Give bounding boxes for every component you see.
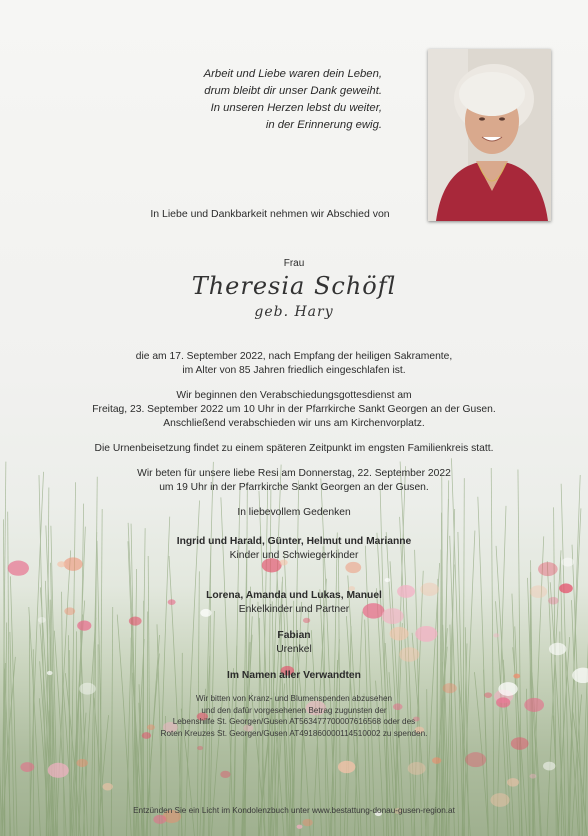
- donation-request: [0, 693, 588, 739]
- mourner-relation: Kinder und Schwiegerkinder: [229, 550, 359, 561]
- text-line: Lebenshilfe St. Georgen/Gusen AT563477700007616568 oder des: [172, 717, 416, 726]
- poem-line: Arbeit und Liebe waren dein Leben,: [203, 68, 382, 80]
- flower-blossom: [220, 771, 230, 778]
- flower-blossom: [408, 762, 426, 775]
- flower-blossom: [102, 783, 113, 791]
- relatives-line: Im Namen aller Verwandten: [227, 670, 361, 681]
- portrait-photo: [428, 49, 551, 221]
- text-line: Anschließend verabschieden wir uns am Kirchenvorplatz.: [163, 418, 425, 429]
- salutation: Frau: [283, 258, 305, 269]
- death-notice: [0, 350, 588, 378]
- poem-line: In unseren Herzen lebst du weiter,: [210, 102, 382, 114]
- mourner-group: [0, 629, 588, 657]
- mourner-names: Lorena, Amanda und Lukas, Manuel: [206, 590, 382, 601]
- flower-blossom: [197, 746, 203, 750]
- flower-blossom: [432, 757, 441, 764]
- condolence-footer: Entzünden Sie ein Licht im Kondolenzbuch unter www.bestattung-donau-gusen-region.at: [133, 806, 455, 815]
- flower-blossom: [48, 763, 69, 778]
- service-info: [0, 389, 588, 431]
- mourner-names: Ingrid und Harald, Günter, Helmut und Marianne: [176, 536, 412, 547]
- flower-blossom: [20, 762, 34, 772]
- flower-blossom: [465, 752, 486, 767]
- flower-blossom: [297, 825, 303, 829]
- poem-line: drum bleibt dir unser Dank geweiht.: [204, 85, 382, 97]
- text-line: die am 17. September 2022, nach Empfang der heiligen Sakramente,: [135, 351, 453, 362]
- flower-blossom: [543, 762, 555, 771]
- text-line: Wir bitten von Kranz- und Blumenspenden abzusehen: [195, 694, 393, 703]
- mourner-group: [0, 589, 588, 617]
- mourner-group: [0, 535, 588, 563]
- flower-blossom: [511, 737, 529, 750]
- prayer-info: [0, 467, 588, 495]
- deceased-name: Theresia Schöfl: [191, 272, 397, 300]
- text-line: um 19 Uhr in der Pfarrkirche Sankt Georgen an der Gusen.: [159, 482, 429, 493]
- poem: [120, 66, 382, 134]
- urn-burial-info: Die Urnenbeisetzung findet zu einem späteren Zeitpunkt im engsten Familienkreis statt.: [94, 443, 494, 454]
- flower-blossom: [76, 759, 87, 767]
- text-line: und den dafür vorgesehenen Betrag zugunsten der: [201, 705, 387, 715]
- flower-blossom: [490, 793, 509, 807]
- mourner-relation: Urenkel: [276, 644, 312, 655]
- text-line: Wir beginnen den Verabschiedungsgottesdienst am: [176, 390, 412, 401]
- text-line: Wir beten für unsere liebe Resi am Donnerstag, 22. September 2022: [137, 468, 451, 479]
- text-line: im Alter von 85 Jahren friedlich eingeschlafen ist.: [182, 365, 406, 376]
- flower-blossom: [507, 778, 519, 787]
- text-line: Freitag, 23. September 2022 um 10 Uhr in der Pfarrkirche Sankt Georgen an der Gusen.: [92, 404, 496, 415]
- poem-line: in der Erinnerung ewig.: [265, 119, 382, 131]
- intro-text: In Liebe und Dankbarkeit nehmen wir Abschied von: [150, 208, 390, 220]
- mourner-relation: Enkelkinder und Partner: [238, 604, 350, 615]
- flower-blossom: [530, 774, 537, 779]
- flower-blossom: [338, 761, 355, 773]
- flower-blossom: [153, 815, 166, 824]
- text-line: Roten Kreuzes St. Georgen/Gusen AT491860000114510002 zu spenden.: [160, 728, 428, 738]
- notice-body: [0, 350, 588, 739]
- birth-name: geb. Hary: [254, 304, 334, 320]
- flower-blossom: [302, 819, 312, 826]
- mourner-names: Fabian: [277, 630, 311, 641]
- portrait-image: [428, 49, 551, 221]
- remembrance: In liebevollem Gedenken: [237, 507, 351, 518]
